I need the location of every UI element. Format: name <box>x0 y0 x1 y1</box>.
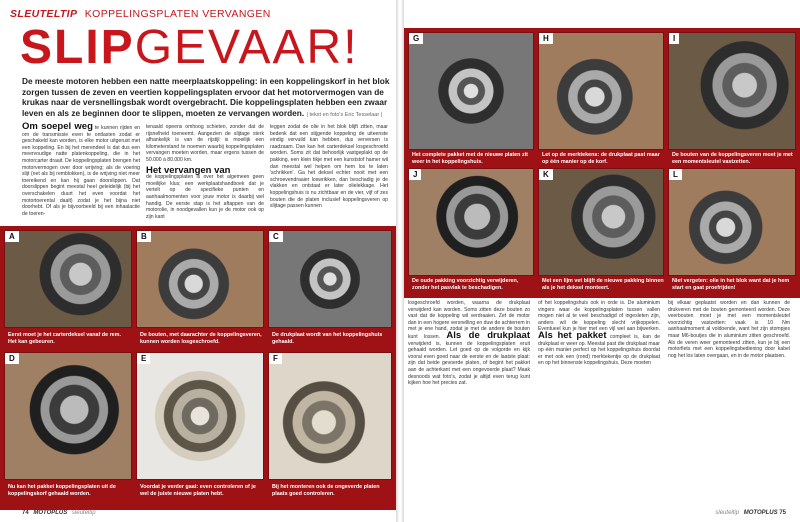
photo-c <box>268 230 392 328</box>
photo-k <box>538 168 664 276</box>
page-number-left: 74 <box>22 510 29 516</box>
right-page <box>404 0 800 522</box>
photo-l-caption: Niet vergeten: olie in het blok want dat je hem start en gaat proefrijden! <box>672 278 790 291</box>
photo-c-image <box>269 231 391 327</box>
headline-part-b: GEVAAR! <box>134 21 359 74</box>
brand-left: MOTOPLUS <box>33 510 68 516</box>
sub-lead-right-2: Als het pakket <box>538 329 607 341</box>
photo-a-image <box>5 231 131 327</box>
photo-e-badge: E <box>137 353 150 364</box>
photo-g <box>408 32 534 150</box>
body-columns-right <box>404 300 800 500</box>
body-column-2 <box>146 124 264 220</box>
photo-j-image <box>409 169 533 275</box>
photo-g-image <box>409 33 533 149</box>
photo-strip-left <box>0 226 396 510</box>
footer-right <box>712 510 786 516</box>
body-text-3: leggen zodat de olie in het blok blijft zitten, maar bedenk dat een stijgende koppeling de uiteenste eindig vervuild kan hebben, dus verversen is raadzaam. Dan kan het carterdeksel losgeschroefd worden. Soms zit dat behoorlijk vastgeplakt op de pakking, een klein tikje met een kunststof hamer wil dan meestal wel helpen om hem los te laten 'schrikken'. Ga het deksel echter nooit met een schroevendraaier loswrikken, dan beschadig je de vlakken en ontstaat er later olielekkage. Het koppelingshuis is nu zichtbaar en de vier, vijf of zes bouten die de platen inclusief koppelingsveren op slijtage passen kunnen <box>270 124 388 210</box>
photo-h <box>538 32 664 150</box>
photo-e-caption: Voordat je verder gaat: even controleren of je wel de juiste nieuwe platen hebt. <box>140 484 256 497</box>
photo-i <box>668 32 796 150</box>
page-gutter <box>396 0 404 522</box>
photo-b <box>136 230 264 328</box>
photo-a <box>4 230 132 328</box>
sub-lead-2: Het vervangen van <box>146 164 231 176</box>
body-columns-left <box>22 121 392 229</box>
photo-d-image <box>5 353 131 479</box>
page-number-right: 75 <box>779 510 786 516</box>
photo-f-caption: Bij het monteren ook de ongeverde platen plaats goed controleren. <box>272 484 380 497</box>
photo-h-badge: H <box>539 33 553 44</box>
photo-a-caption: Eerst moet je het carterdeksel vanaf de rem. Het kan gebeuren. <box>8 332 121 345</box>
body-right-column-3 <box>668 300 790 359</box>
left-page <box>0 0 396 522</box>
body-text-2b: de koppelingsplaten is over het algemeen geen moeilijke klus; een werkplaatshandboek dat je vertelt op de specifieke punten en aanhaalmomenten voor jouw motor is daarbij wel handig. De eerste stap is het aftappen van de motorolie, in noodgevallen kun je de motor ook op zijn kant <box>146 174 264 220</box>
photo-k-badge: K <box>539 169 553 180</box>
photo-j <box>408 168 534 276</box>
section-left: sleuteltip <box>71 510 96 516</box>
photo-e <box>136 352 264 480</box>
photo-c-caption: De drukplaat wordt van het koppelingshuis gehaald. <box>272 332 383 345</box>
photo-g-caption: Het complete pakket met de nieuwe platen zit weer in het koppelingshuis. <box>412 152 528 165</box>
body-text-2: tenaald opeens omhoog schieten, zonder dat de rijsnelheid toeneemt. Aangezien de slijtage sterk afhankelijk is van de rijstijl is moeilijk een kilometerstand te noemen waarbij koppelingsplaten vervangen moeten worden, maar ergens tussen de 50.000 à 80.000 km. <box>146 124 264 163</box>
photo-d-caption: Nu kan het pakket koppelingsplaten uit de koppelingskorf gehaald worden. <box>8 484 116 497</box>
photo-d-badge: D <box>5 353 19 364</box>
photo-l <box>668 168 796 276</box>
photo-strip-right <box>404 28 800 298</box>
photo-g-badge: G <box>409 33 423 44</box>
photo-b-caption: De bouten, met daarachter de koppelingsveren, kunnen worden losgeschroefd. <box>140 332 262 345</box>
photo-k-image <box>539 169 663 275</box>
body-text-1: te kunnen rijden en om de transmissie even te ontlasten zodat er geschakeld kan worden, is elke motor uitgerust met een koppeling. En bij het merendeel is dat dus een meervoudige natte platenkoppeling, die in het motorcarter draait. De koppelingsplaten brengen het motorvermogen over door wrijving; als de voering slijt (net als bij remblokken), is de wrijving niet meer toereikend en kan hij gaan doorslippen. Dat doorslippen begint meestal heel geleidelijk (bij het overschakelen duurt het even voordat het motortoerental daalt) zodat je het bijna niet doorhebt. Of als je bijvoorbeeld bij een inhaalactie de toeren- <box>22 125 140 217</box>
photo-f <box>268 352 392 480</box>
photo-h-image <box>539 33 663 149</box>
body-right-text-2: of het koppelingshuis ook in orde is. De aluminium vingers waar de koppelingsplaten tussen vallen mogen niet al te veel beschadigd of ingesleten zijn, anders wil de koppeling slecht vrijkoppelen. Eventueel kun je hier met een vijl wel aan bijwerken. <box>538 300 660 333</box>
photo-f-image <box>269 353 391 479</box>
body-right-text-2b: compleet is, kan de drukplaat er weer op. Meestal past die drukplaat maar op één manier perfect op het koppelingshuis doordat er met ook een (rond) merktekentje op de drukplaat en op het binnenste koppelingshuis. Deze moeten <box>538 333 661 367</box>
section-tag: SLEUTELTIP <box>10 8 78 20</box>
headline-part-a: SLIP <box>20 21 135 74</box>
photo-f-badge: F <box>269 353 282 364</box>
body-column-1 <box>22 121 140 217</box>
photo-i-caption: De bouten van de koppelingsveren moet je met een momentsleutel vastzetten. <box>672 152 793 165</box>
photo-b-image <box>137 231 263 327</box>
lead-in-1: Om soepel weg <box>22 121 93 132</box>
photo-b-badge: B <box>137 231 151 242</box>
photo-h-caption: Let op de merktekens: de drukplaat past maar op één manier op de korf. <box>542 152 660 165</box>
body-right-text-1b: verwijderd is, kunnen de koppelingsplaten eruit gehaald worden. Let goed op de volgorde en kijk vooral even goed naar de eerste en de laatste plaat: zijn dat beide gevoerde platen, of begint het pakket aan de achterkant met een ongevoerde plaat? Maak desnoods wat foto's, zodat je altijd even terug kunt kijken hoe het precies zat. <box>408 340 530 387</box>
photo-l-image <box>669 169 795 275</box>
photo-c-badge: C <box>269 231 283 242</box>
footer-left <box>22 510 96 516</box>
intro-paragraph <box>22 76 394 120</box>
intro-credit: | tekst en foto's Eric Tesselaar | <box>306 111 383 118</box>
intro-text: De meeste motoren hebben een natte meerplaatskoppeling: in een koppelingskorf in het blok zorgen tussen de zeven en veertien koppelingsplaten ervoor dat het motorvermogen van de krukas naar de versnellingsbak wordt overgebracht. Die koppelingsplaten hebben een zwaar leven en als ze beginnen door te slippen, moeten ze vervangen worden. <box>22 76 390 118</box>
headline <box>20 22 359 74</box>
section-header <box>10 8 271 20</box>
photo-j-caption: De oude pakking voorzichtig verwijderen, zonder het pasvlak te beschadigen. <box>412 278 519 291</box>
sub-lead-right-1: Als de drukplaat <box>446 329 531 341</box>
photo-e-image <box>137 353 263 479</box>
photo-i-image <box>669 33 795 149</box>
photo-k-caption: Met een lijm vet blijft de nieuwe pakking binnen als je het deksel monteert. <box>542 278 664 291</box>
body-right-column-2 <box>538 300 660 367</box>
section-subtitle: KOPPELINGSPLATEN VERVANGEN <box>84 8 271 20</box>
photo-i-badge: I <box>669 33 679 44</box>
photo-l-badge: L <box>669 169 682 180</box>
section-right: sleuteltip <box>715 510 740 516</box>
body-right-column-1 <box>408 300 530 387</box>
brand-right: MOTOPLUS <box>743 510 778 516</box>
body-right-text-1: losgeschroefd worden, waarna de drukplaat verwijderd kan worden. Soms zitten deze bouten zo vast dat de koppeling wil verdraaien. Zet de motor dan in een hogere versnelling en duw de achterrem in met je ene hand, zodat je met de andere de bouten kunt lossen. <box>408 300 530 340</box>
body-column-3 <box>270 124 388 210</box>
body-right-text-3: bij elkaar geplaatst worden en dan kunnen de drukveren met de bouten gemonteerd worden. Deze veerbouten moet je met een momentsleutel voorzichtig vastzetten: vaak is 10 Nm aanhaalmoment al voldoende, want het zijn stompjes maar M6-boutjes die in aluminium zitten geschroefd. Als de veren weer gemonteerd zitten, kun je bij een motorfiets met een koppelingsbediening door kabel nog het los laten overgaan, en in de motor plaatsen. <box>668 300 790 359</box>
photo-d <box>4 352 132 480</box>
photo-a-badge: A <box>5 231 19 242</box>
photo-j-badge: J <box>409 169 421 180</box>
